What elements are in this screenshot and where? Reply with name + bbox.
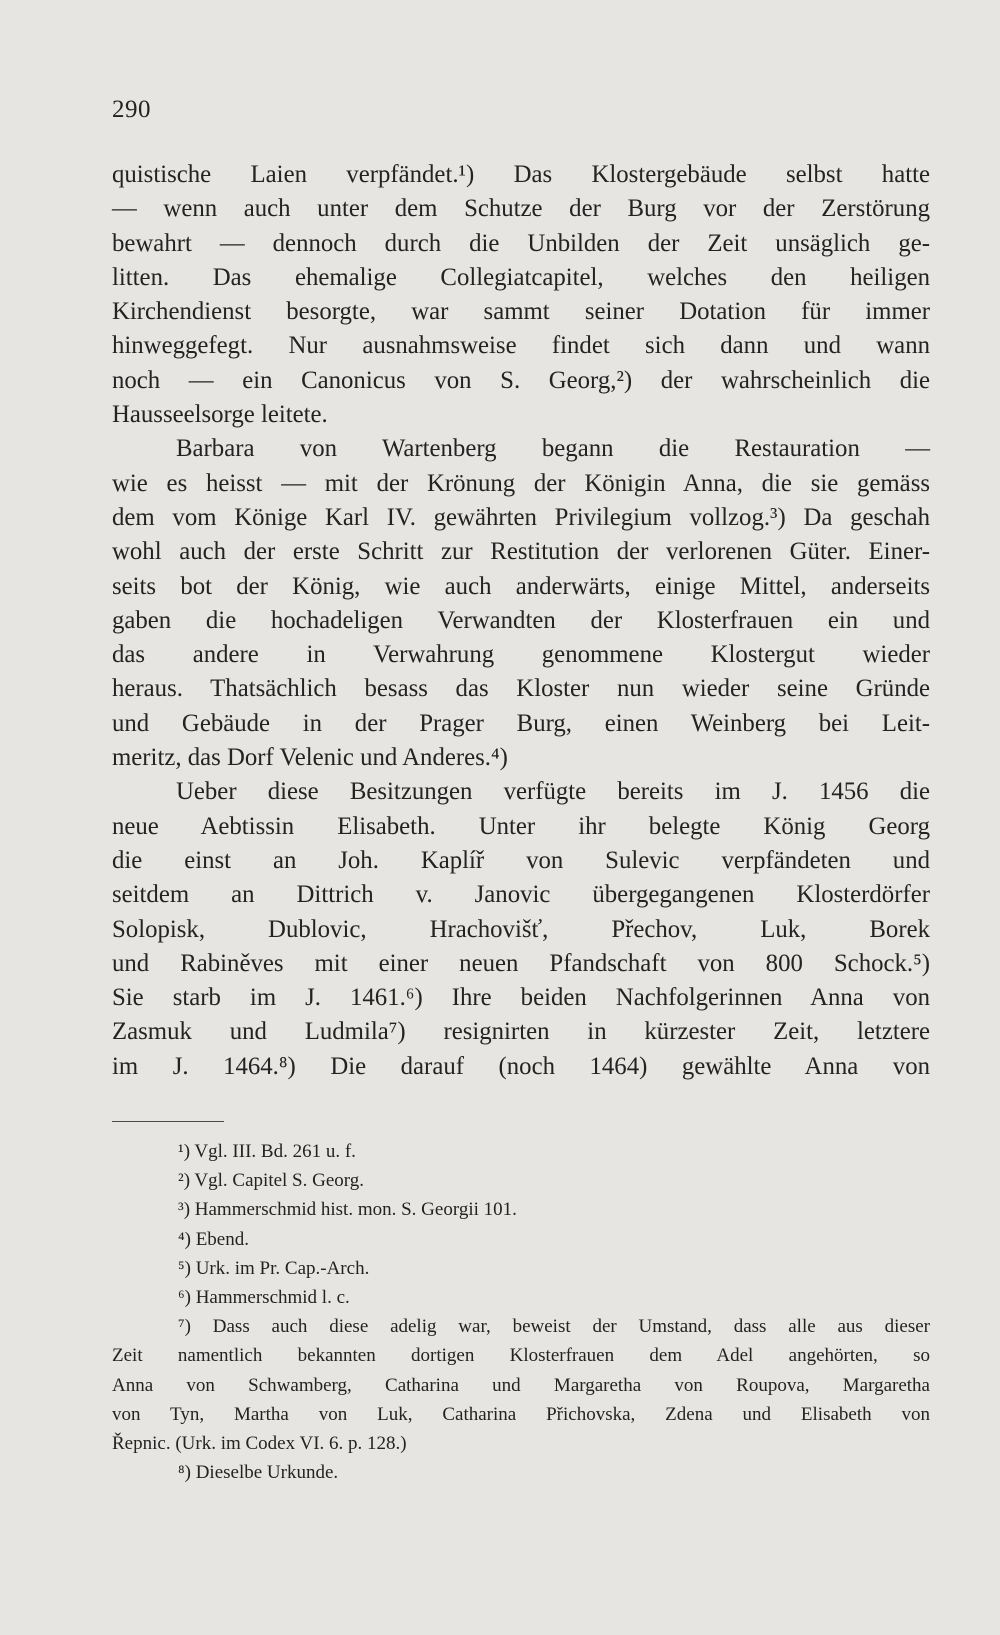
text-line: die einst an Joh. Kaplíř von Sulevic verpfändeten und	[112, 846, 930, 874]
text-line: wie es heisst — mit der Krönung der Königin Anna, die sie gemäss	[112, 469, 930, 497]
text-line: seits bot der König, wie auch anderwärts, einige Mittel, anderseits	[112, 572, 930, 600]
footnote: ⁵) Urk. im Pr. Cap.-Arch.	[178, 1257, 370, 1279]
footnote: Řepnic. (Urk. im Codex VI. 6. p. 128.)	[112, 1432, 407, 1454]
text-line: neue Aebtissin Elisabeth. Unter ihr belegte König Georg	[112, 812, 930, 840]
footnote: ⁸) Dieselbe Urkunde.	[178, 1462, 339, 1484]
text-line: Hausseelsorge leitete.	[112, 401, 328, 429]
text-line: bewahrt — dennoch durch die Unbilden der Zeit unsäglich ge-	[112, 229, 930, 257]
footnote: Anna von Schwamberg, Catharina und Margaretha von Roupova, Margaretha	[112, 1374, 930, 1396]
text-line: Barbara von Wartenberg begann die Restauration —	[176, 435, 930, 463]
text-line: Sie starb im J. 1461.⁶) Ihre beiden Nachfolgerinnen Anna von	[112, 984, 930, 1012]
text-line: quistische Laien verpfändet.¹) Das Klostergebäude selbst hatte	[112, 161, 930, 188]
text-line: meritz, das Dorf Velenic und Anderes.⁴)	[112, 744, 508, 772]
footnote: ⁴) Ebend.	[178, 1228, 249, 1250]
footnote: ²) Vgl. Capitel S. Georg.	[178, 1170, 365, 1192]
footnote: von Tyn, Martha von Luk, Catharina Přichovska, Zdena und Elisabeth von	[112, 1403, 930, 1425]
text-line: Kirchendienst besorgte, war sammt seiner Dotation für immer	[112, 298, 930, 326]
text-line: litten. Das ehemalige Collegiatcapitel, welches den heiligen	[112, 263, 930, 291]
text-line: heraus. Thatsächlich besass das Kloster nun wieder seine Gründe	[112, 675, 930, 703]
main-text	[112, 158, 930, 1084]
text-line: dem vom Könige Karl IV. gewährten Privilegium vollzog.³) Da geschah	[112, 503, 930, 531]
text-line: Zasmuk und Ludmila⁷) resignirten in kürzester Zeit, letztere	[112, 1018, 930, 1046]
text-line: und Rabiněves mit einer neuen Pfandschaft von 800 Schock.⁵)	[112, 949, 930, 977]
footnote: ¹) Vgl. III. Bd. 261 u. f.	[178, 1141, 356, 1162]
text-line: Ueber diese Besitzungen verfügte bereits im J. 1456 die	[176, 778, 930, 806]
text-line: das andere in Verwahrung genommene Klostergut wieder	[112, 641, 930, 669]
footnote: ⁷) Dass auch diese adelig war, beweist der Umstand, dass alle aus dieser	[178, 1316, 930, 1338]
footnote: ³) Hammerschmid hist. mon. S. Georgii 101.	[178, 1199, 517, 1221]
text-line: — wenn auch unter dem Schutze der Burg vor der Zerstörung	[112, 195, 930, 223]
text-line: im J. 1464.⁸) Die darauf (noch 1464) gewählte Anna von	[112, 1052, 930, 1080]
text-line: Solopisk, Dublovic, Hrachovišť, Přechov, Luk, Borek	[112, 915, 930, 943]
text-line: gaben die hochadeligen Verwandten der Klosterfrauen ein und	[112, 606, 930, 634]
text-line: und Gebäude in der Prager Burg, einen Weinberg bei Leit-	[112, 709, 930, 737]
text-line: hinweggefegt. Nur ausnahmsweise findet sich dann und wann	[112, 332, 930, 360]
page-number: 290	[112, 96, 151, 123]
text-line: seitdem an Dittrich v. Janovic übergegangenen Klosterdörfer	[112, 881, 930, 909]
footnotes	[112, 1137, 930, 1487]
footnote-divider	[112, 1121, 224, 1122]
text-line: noch — ein Canonicus von S. Georg,²) der wahrscheinlich die	[112, 366, 930, 394]
footnote: Zeit namentlich bekannten dortigen Klosterfrauen dem Adel angehörten, so	[112, 1345, 930, 1367]
footnote: ⁶) Hammerschmid l. c.	[178, 1286, 350, 1308]
text-line: wohl auch der erste Schritt zur Restitution der verlorenen Güter. Einer-	[112, 538, 930, 566]
